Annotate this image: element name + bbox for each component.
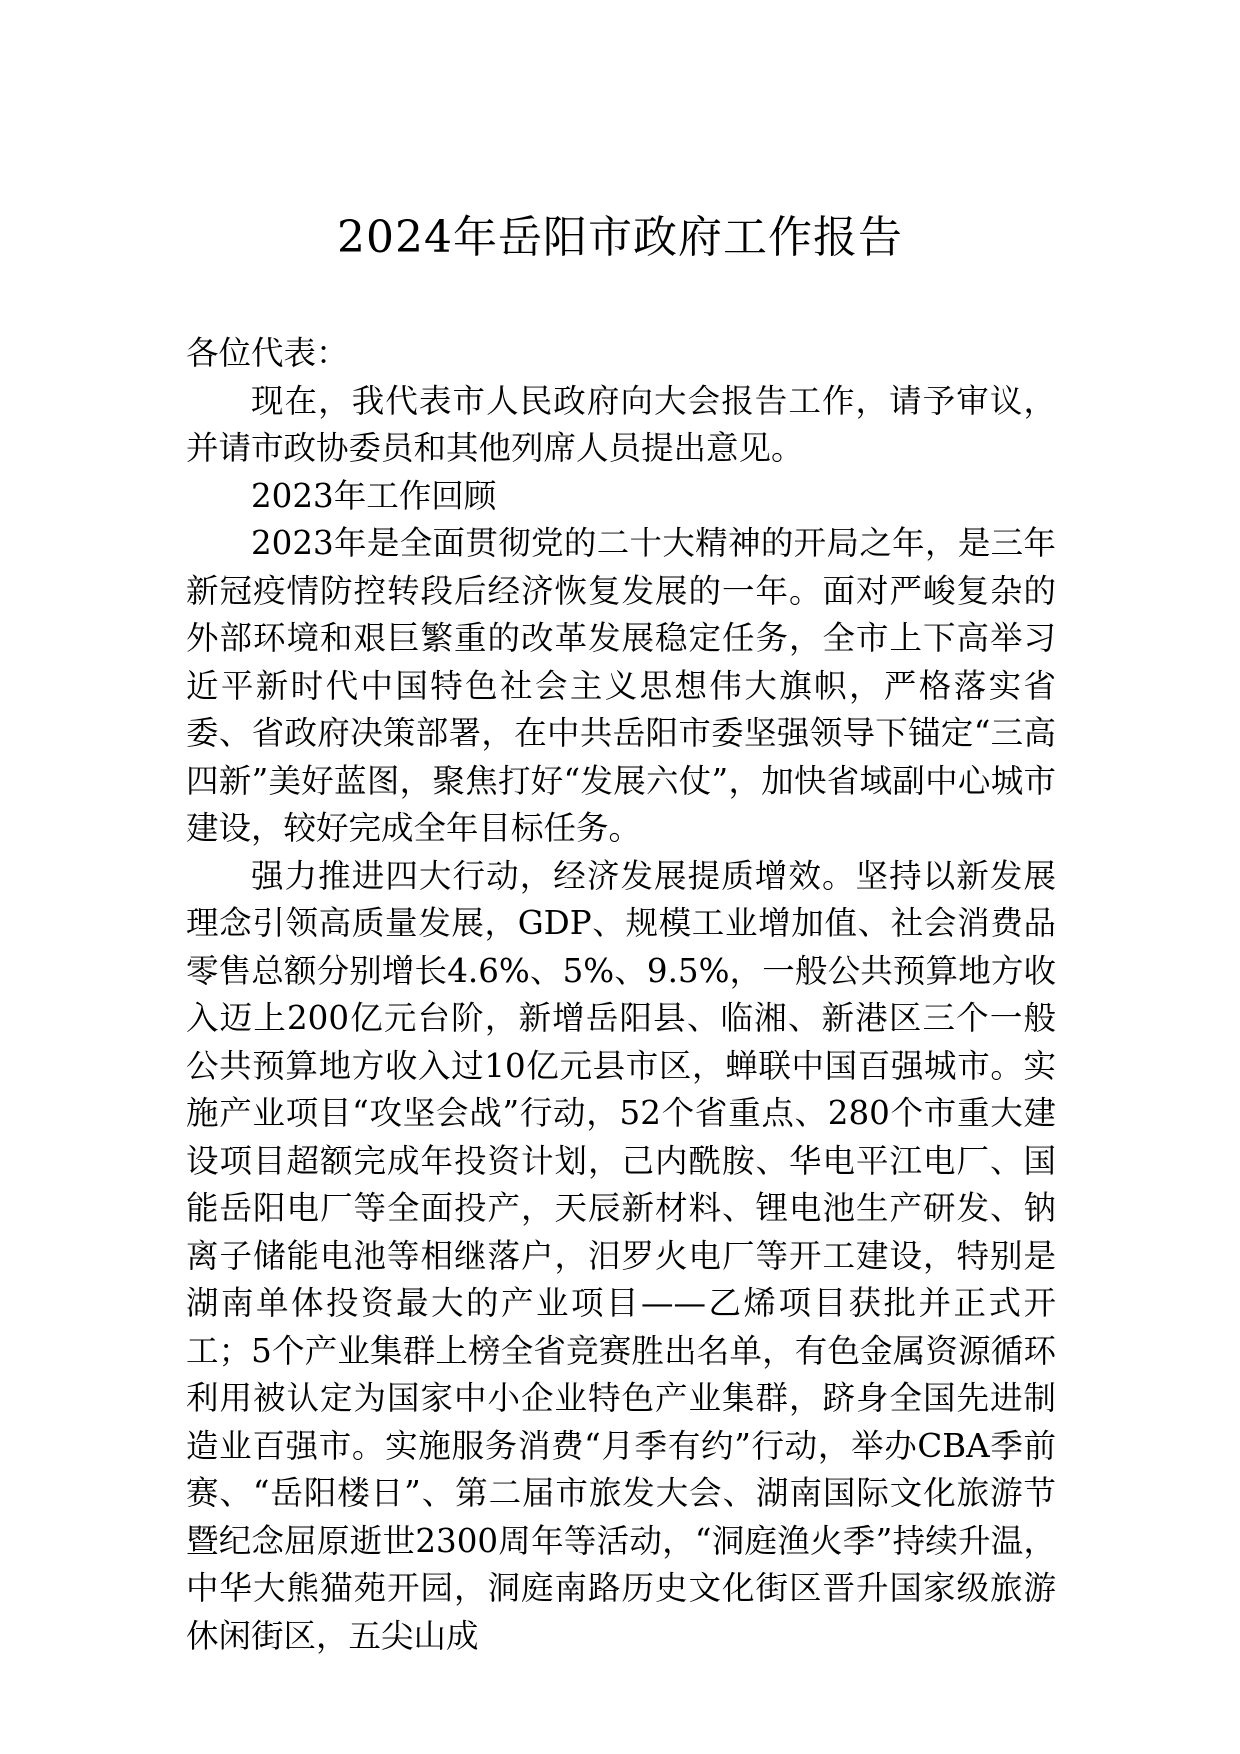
document-title: 2024年岳阳市政府工作报告: [337, 212, 903, 263]
body-paragraph-1: 2023年是全面贯彻党的二十大精神的开局之年，是三年新冠疫情防控转段后经济恢复发展的一年。面对严峻复杂的外部环境和艰巨繁重的改革发展稳定任务，全市上下高举习近平新时代中国特色社会主义思想伟大旗帜，严格落实省委、省政府决策部署，在中共岳阳市委坚强领导下锚定“三高四新”美好蓝图，聚焦打好“发展六仗”，加快省域副中心城市建设，较好完成全年目标任务。: [186, 524, 1056, 847]
section-heading: 2023年工作回顾: [251, 476, 497, 515]
body-paragraph-2: 强力推进四大行动，经济发展提质增效。坚持以新发展理念引领高质量发展，GDP、规模工业增加值、社会消费品零售总额分别增长4.6%、5%、9.5%，一般公共预算地方收入迈上200亿元台阶，新增岳阳县、临湘、新港区三个一般公共预算地方收入过10亿元县市区，蝉联中国百强城市。实施产业项目“攻坚会战”行动，52个省重点、280个市重大建设项目超额完成年投资计划，己内酰胺、华电平江电厂、国能岳阳电厂等全面投产，天辰新材料、锂电池生产研发、钠离子储能电池等相继落户，汨罗火电厂等开工建设，特别是湖南单体投资最大的产业项目——乙烯项目获批并正式开工；5个产业集群上榜全省竞赛胜出名单，有色金属资源循环利用被认定为国家中小企业特色产业集群，跻身全国先进制造业百强市。实施服务消费“月季有约”行动，举办CBA季前赛、“岳阳楼日”、第二届市旅发大会、湖南国际文化旅游节暨纪念屈原逝世2300周年等活动，“洞庭渔火季”持续升温，中华大熊猫苑开园，洞庭南路历史文化街区晋升国家级旅游休闲街区，五尖山成: [186, 856, 1056, 1655]
salutation: 各位代表：: [186, 334, 349, 372]
document-body: [186, 330, 1056, 1660]
intro-paragraph: 现在，我代表市人民政府向大会报告工作，请予审议，并请市政协委员和其他列席人员提出意见。: [186, 381, 1056, 467]
